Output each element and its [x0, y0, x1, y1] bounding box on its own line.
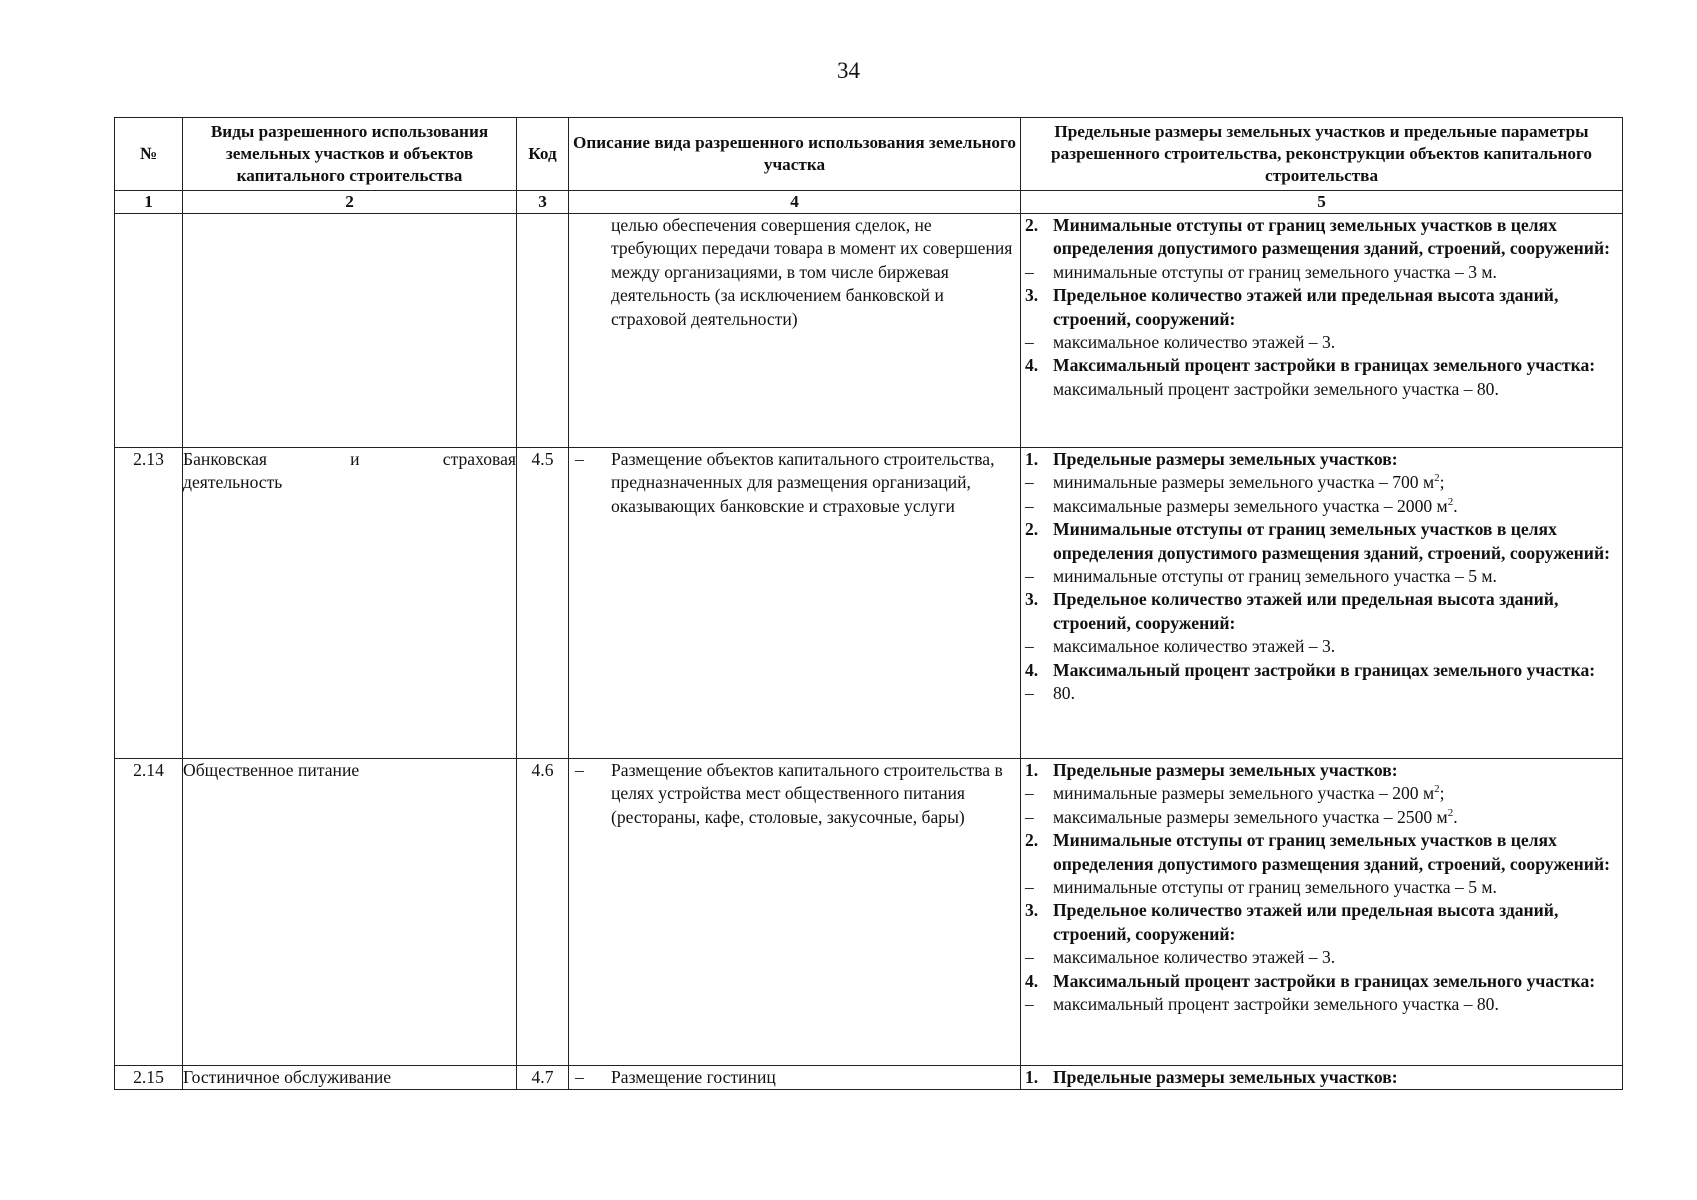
- column-numbers-row: [115, 191, 1623, 214]
- param-heading: 1. Предельные размеры земельных участков:: [1025, 760, 1398, 780]
- table-row: [115, 1066, 1623, 1090]
- row-code: [517, 214, 569, 448]
- row-kind: [183, 448, 517, 759]
- param-heading: 3. Предельное количество этажей или предельная высота зданий, строений, сооружений:: [1025, 589, 1559, 633]
- row-num: 2.15: [115, 1066, 183, 1090]
- row-num: 2.13: [115, 448, 183, 759]
- desc-text: Размещение объектов капитального строительства, предназначенных для размещения организаций, оказывающих банковские и страховые услуги: [611, 449, 995, 516]
- page-number: 34: [837, 58, 860, 83]
- param-heading: 1. Предельные размеры земельных участков:: [1025, 1067, 1398, 1087]
- row-desc: [569, 214, 1021, 448]
- param-heading: 4. Максимальный процент застройки в границах земельного участка:: [1025, 355, 1596, 376]
- row-params: [1021, 214, 1623, 448]
- header-desc: Описание вида разрешенного использования земельного участка: [569, 118, 1021, 191]
- table-header-row: [115, 118, 1623, 191]
- param-item: – минимальные отступы от границ земельного участка – 5 м.: [1025, 877, 1497, 898]
- param-heading: 3. Предельное количество этажей или предельная высота зданий, строений, сооружений:: [1025, 285, 1559, 329]
- col-number-2: 2: [183, 191, 517, 214]
- row-code: 4.5: [517, 448, 569, 759]
- desc-text: Размещение объектов капитального строительства в целях устройства мест общественного питания (рестораны, кафе, столовые, закусочные, бары): [611, 760, 1003, 827]
- row-desc: [569, 759, 1021, 1066]
- row-desc: [569, 448, 1021, 759]
- row-params: [1021, 759, 1623, 1066]
- col-number-4: 4: [569, 191, 1021, 214]
- col-number-5: 5: [1021, 191, 1623, 214]
- table-row: [115, 759, 1623, 1066]
- param-item: – максимальные размеры земельного участка – 2500 $м^2$.: [1025, 806, 1458, 827]
- row-kind: Общественное питание: [183, 759, 517, 1066]
- row-kind: [183, 214, 517, 448]
- desc-text: целью обеспечения совершения сделок, не требующих передачи товара в момент их совершения между организациями, в том числе биржевая деятельность (за исключением банковской и страховой деятельности): [611, 215, 1013, 329]
- param-item: – минимальные размеры земельного участка – 700 $м^2$;: [1025, 472, 1445, 493]
- param-item: – минимальные размеры земельного участка – 200 $м^2$;: [1025, 783, 1445, 804]
- header-num: №: [115, 118, 183, 191]
- param-text: максимальный процент застройки земельного участка – 80.: [1053, 378, 1499, 399]
- dash: –: [575, 1067, 584, 1087]
- row-code: 4.7: [517, 1066, 569, 1090]
- param-heading: 2. Минимальные отступы от границ земельных участков в целях определения допустимого размещения зданий, строений, сооружений:: [1025, 830, 1610, 874]
- row-params: [1021, 448, 1623, 759]
- param-item: – минимальные отступы от границ земельного участка – 3 м.: [1025, 261, 1497, 282]
- row-kind: Гостиничное обслуживание: [183, 1066, 517, 1090]
- dash: –: [575, 449, 584, 469]
- header-code: Код: [517, 118, 569, 191]
- desc-text: Размещение гостиниц: [611, 1067, 776, 1087]
- row-num: [115, 214, 183, 448]
- param-heading: 4. Максимальный процент застройки в границах земельного участка:: [1025, 970, 1596, 991]
- param-item: – максимальное количество этажей – 3.: [1025, 332, 1336, 353]
- row-num: 2.14: [115, 759, 183, 1066]
- dash: –: [575, 760, 584, 780]
- header-kind: Виды разрешенного использования земельных участков и объектов капитального строительства: [183, 118, 517, 191]
- row-desc: [569, 1066, 1021, 1090]
- kind-first-line: Банковская и страховая: [183, 449, 516, 469]
- param-heading: 1. Предельные размеры земельных участков:: [1025, 449, 1398, 469]
- param-item: – максимальное количество этажей – 3.: [1025, 947, 1336, 968]
- row-params: [1021, 1066, 1623, 1090]
- table-row: [115, 214, 1623, 448]
- param-item: – максимальное количество этажей – 3.: [1025, 636, 1336, 657]
- param-heading: 2. Минимальные отступы от границ земельных участков в целях определения допустимого размещения зданий, строений, сооружений:: [1025, 519, 1610, 563]
- header-params: Предельные размеры земельных участков и предельные параметры разрешенного строительства, реконструкции объектов капитального строительства: [1021, 118, 1623, 191]
- param-heading: 4. Максимальный процент застройки в границах земельного участка:: [1025, 659, 1596, 680]
- param-heading: 3. Предельное количество этажей или предельная высота зданий, строений, сооружений:: [1025, 900, 1559, 944]
- table-row: [115, 448, 1623, 759]
- regulations-table: [114, 117, 1623, 1090]
- kind-second-line: деятельность: [183, 472, 283, 493]
- param-item: – максимальный процент застройки земельного участка – 80.: [1025, 994, 1499, 1015]
- param-heading: 2. Минимальные отступы от границ земельных участков в целях определения допустимого размещения зданий, строений, сооружений:: [1025, 215, 1610, 259]
- row-code: 4.6: [517, 759, 569, 1066]
- param-item: – 80.: [1025, 683, 1075, 704]
- param-item: – максимальные размеры земельного участка – 2000 $м^2$.: [1025, 495, 1458, 516]
- param-item: – минимальные отступы от границ земельного участка – 5 м.: [1025, 566, 1497, 587]
- col-number-1: 1: [115, 191, 183, 214]
- col-number-3: 3: [517, 191, 569, 214]
